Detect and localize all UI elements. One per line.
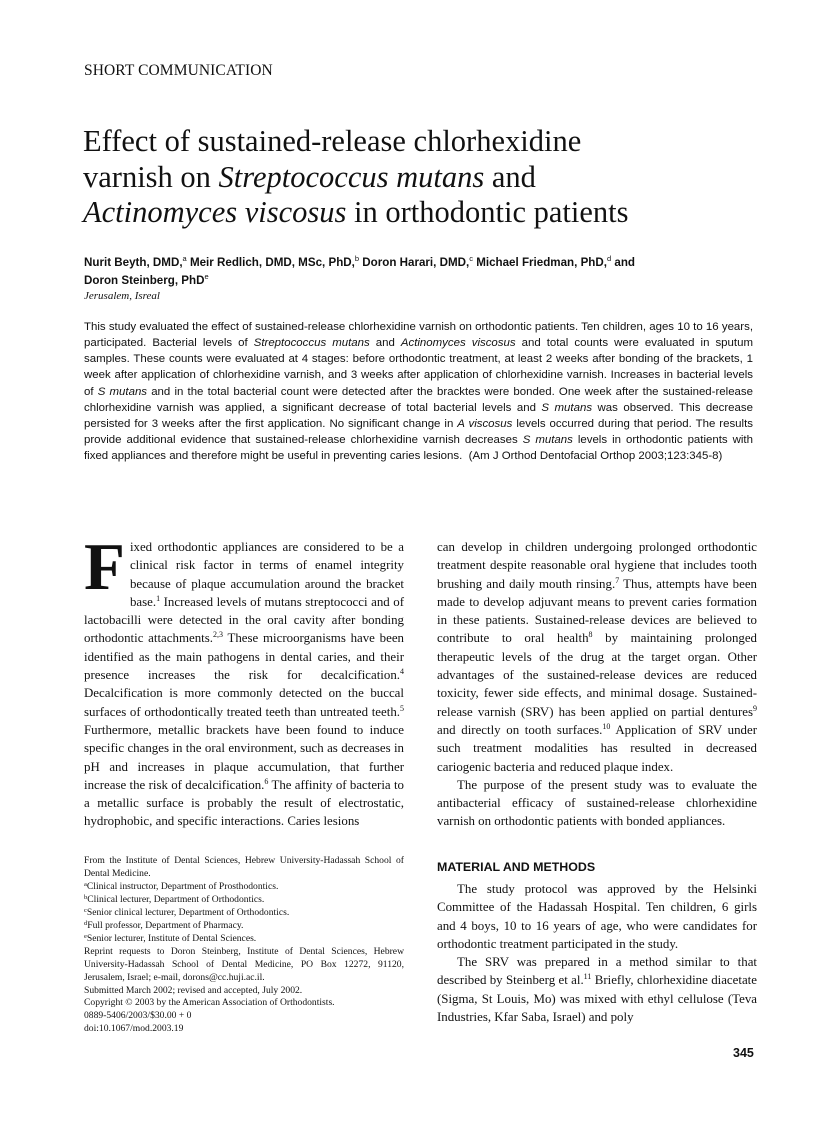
- title-line-3-post: in orthodontic patients: [346, 195, 629, 229]
- body-column-left: [84, 530, 404, 831]
- footnote-item: [84, 894, 404, 907]
- footnote-item: [84, 881, 404, 894]
- footnote-text: Clinical lecturer, Department of Orthodontics.: [87, 893, 265, 905]
- footnote-mark: e: [84, 932, 87, 940]
- abstract-citation: (Am J Orthod Dentofacial Orthop 2003;123:345-8): [468, 450, 723, 463]
- author-affiliation-mark: b: [354, 254, 360, 263]
- section-label: SHORT COMMUNICATION: [84, 62, 273, 79]
- intro-paragraph: [84, 530, 404, 831]
- author-affiliation-mark: e: [204, 272, 209, 281]
- reference-mark[interactable]: 1: [156, 593, 161, 603]
- author-list: [84, 254, 764, 290]
- reference-mark[interactable]: 5: [400, 703, 404, 713]
- author-affiliation-mark: d: [606, 254, 612, 263]
- abstract-text: levels occurred during that period. The results provide additional evidence that sustained-release chlorhexidine varnish decreases: [84, 417, 753, 447]
- abstract-species: S mutans: [522, 434, 573, 447]
- title-species-2: Actinomyces viscosus: [83, 195, 347, 229]
- title-line-2-pre: varnish on: [83, 159, 219, 194]
- article-title: [83, 124, 773, 231]
- abstract-text: and in the total bacterial count were detected after the bracktes were bonded. One week after the sustained-release chlorhexidine varnish was applied, a significant decrease of total bacterial levels and: [84, 385, 753, 414]
- reference-mark[interactable]: 7: [615, 575, 620, 585]
- body-text: ixed orthodontic appliances are considered to be a clinical risk factor in terms of enamel integrity because of plaque accumulation around the bracket base.: [129, 540, 404, 609]
- abstract-text: was observed. This decrease persisted for 3 weeks after the first application. No significant change in: [84, 401, 753, 430]
- submission-dates: Submitted March 2002; revised and accepted, July 2002.: [84, 984, 303, 996]
- body-text: Furthermore, metallic brackets have been found to induce specific changes in the oral environment, such as decreases in pH and increases in plaque accumulation, that further increase the risk of decalcification.: [84, 722, 404, 792]
- body-text: Decalcification is more commonly detected on the buccal surfaces of orthodontically treated teeth than untreated teeth.: [84, 686, 404, 719]
- author-name: Meir Redlich, DMD, MSc, PhD,: [189, 256, 355, 269]
- title-line-2-post: and: [484, 159, 536, 194]
- footnote-text: Senior lecturer, Institute of Dental Sciences.: [86, 932, 257, 944]
- methods-paragraph: [437, 953, 757, 1026]
- copyright-notice: Copyright © 2003 by the American Association of Orthodontists.: [84, 997, 335, 1009]
- purpose-paragraph: The purpose of the present study was to evaluate the antibacterial efficacy of sustained-release chlorhexidine varnish on orthodontic patients with bonded appliances.: [437, 777, 757, 829]
- abstract-species: S mutans: [97, 385, 148, 398]
- doi[interactable]: doi:10.1067/mod.2003.19: [84, 1023, 184, 1035]
- reference-mark[interactable]: 10: [602, 721, 611, 731]
- reference-mark[interactable]: 11: [583, 972, 592, 982]
- section-heading-methods: MATERIAL AND METHODS: [437, 860, 596, 874]
- body-text: can develop in children undergoing prolonged orthodontic treatment despite reasonable oral hygiene that includes tooth brushing and daily mouth rinsing.: [437, 540, 757, 591]
- footnotes: [84, 855, 404, 1036]
- abstract-species: A viscosus: [457, 417, 513, 430]
- author-affiliation-mark: a: [182, 254, 187, 263]
- methods-column: [437, 880, 757, 1026]
- reference-mark[interactable]: 4: [400, 667, 404, 677]
- body-text: These microorganisms have been identified as the main pathogens in dental caries, and their presence increases the risk for decalcification.: [84, 631, 404, 683]
- body-text: Thus, attempts have been made to develop adjuvant means to prevent caries formation in these patients. Sustained-release devices are believed to contribute to oral health: [437, 576, 757, 646]
- author-location: Jerusalem, Isreal: [84, 290, 160, 302]
- author-name: Doron Steinberg, PhD: [84, 274, 205, 287]
- methods-paragraph: The study protocol was approved by the Helsinki Committee of the Hadassah Hospital. Ten children, 6 girls and 4 boys, 10 to 16 years of age, who were candidates for orthodontic treatment participated in the study.: [437, 882, 757, 951]
- title-species-1: Streptococcus mutans: [218, 159, 485, 194]
- abstract-species: Actinomyces viscosus: [400, 337, 516, 350]
- title-line-1: Effect of sustained-release chlorhexidine: [83, 124, 582, 158]
- abstract-species: S mutans: [541, 401, 593, 414]
- drop-cap: F: [84, 530, 125, 604]
- author-name: Michael Friedman, PhD,: [476, 256, 607, 269]
- abstract: [84, 319, 753, 464]
- body-text: Briefly, chlorhexidine diacetate (Sigma, St Louis, Mo) was mixed with ethyl cellulose (Teva Industries, Kfar Saba, Israel) and poly: [437, 973, 757, 1025]
- reprint-requests: Reprint requests to Doron Steinberg, Institute of Dental Sciences, Hebrew University-Hadassah School of Dental Medicine, PO Box 12272, 91120, Jerusalem, Israel; e-mail, dorons@cc.huji.ac.il.: [84, 945, 404, 983]
- reference-mark[interactable]: 8: [588, 630, 593, 640]
- footnote-text: Senior clinical lecturer, Department of Orthodontics.: [86, 906, 290, 918]
- author-conjunction: and: [614, 256, 636, 269]
- abstract-species: Streptococcus mutans: [253, 337, 370, 350]
- abstract-text: and: [369, 337, 401, 350]
- footnote-item: [84, 933, 404, 946]
- body-text: The affinity of bacteria to a metallic surface is probably the result of electrostatic, hydrophobic, and specific interactions. Caries lesions: [84, 777, 404, 829]
- footnote-mark: c: [84, 906, 87, 914]
- body-text: and directly on tooth surfaces.: [437, 722, 603, 737]
- author-affiliation-mark: c: [469, 254, 473, 263]
- affiliation-note: From the Institute of Dental Sciences, Hebrew University-Hadassah School of Dental Medicine.: [84, 855, 404, 879]
- abstract-text: and total counts were evaluated in sputum samples. These counts were evaluated at 4 stages: before orthodontic treatment, at least 2 weeks after bonding of the brackets, 1 week after application of chlorhexidine varnish, and 3 weeks after application of chlorhexidine varnish. Increases in bacterial levels of: [84, 337, 753, 398]
- footnote-text: Full professor, Department of Pharmacy.: [87, 919, 244, 931]
- abstract-text: levels in orthodontic patients with fixed appliances and therefore might be useful in preventing caries lesions.: [84, 434, 753, 463]
- body-text: Increased levels of mutans streptococci and of lactobacilli were detected in the oral cavity after bonding orthodontic attachments.: [84, 594, 404, 646]
- footnote-text: Clinical instructor, Department of Prosthodontics.: [86, 880, 279, 892]
- footnote-item: [84, 907, 404, 920]
- reference-mark[interactable]: 2,3: [212, 630, 223, 640]
- author-name: Doron Harari, DMD,: [362, 256, 470, 269]
- body-text: The SRV was prepared in a method similar to that described by Steinberg et al.: [437, 955, 757, 988]
- issn-code: 0889-5406/2003/$30.00 + 0: [84, 1010, 192, 1022]
- footnote-mark: a: [84, 880, 87, 888]
- page-number: 345: [733, 1046, 754, 1060]
- body-text: Application of SRV under such treatment modalities has resulted in decreased cariogenic bacteria and reduced plaque index.: [437, 722, 757, 774]
- intro-paragraph-continued: [437, 538, 757, 776]
- reference-mark[interactable]: 6: [264, 776, 269, 786]
- body-column-right: [437, 538, 757, 831]
- footnote-mark: b: [84, 893, 88, 901]
- footnote-item: [84, 920, 404, 933]
- footnote-mark: d: [84, 919, 88, 927]
- body-text: by maintaining prolonged therapeutic levels of the drug at the target organ. Other advantages of the sustained-release devices are reduced toxicity, fewer side effects, and minimal dosage. Sustained-release varnish (SRV) has been applied on partial dentures: [437, 631, 757, 719]
- reference-mark[interactable]: 9: [753, 703, 757, 713]
- abstract-text: This study evaluated the effect of sustained-release chlorhexidine varnish on orthodontic patients. Ten children, ages 10 to 16 years, participated. Bacterial levels of: [84, 321, 753, 350]
- author-name: Nurit Beyth, DMD,: [84, 256, 183, 269]
